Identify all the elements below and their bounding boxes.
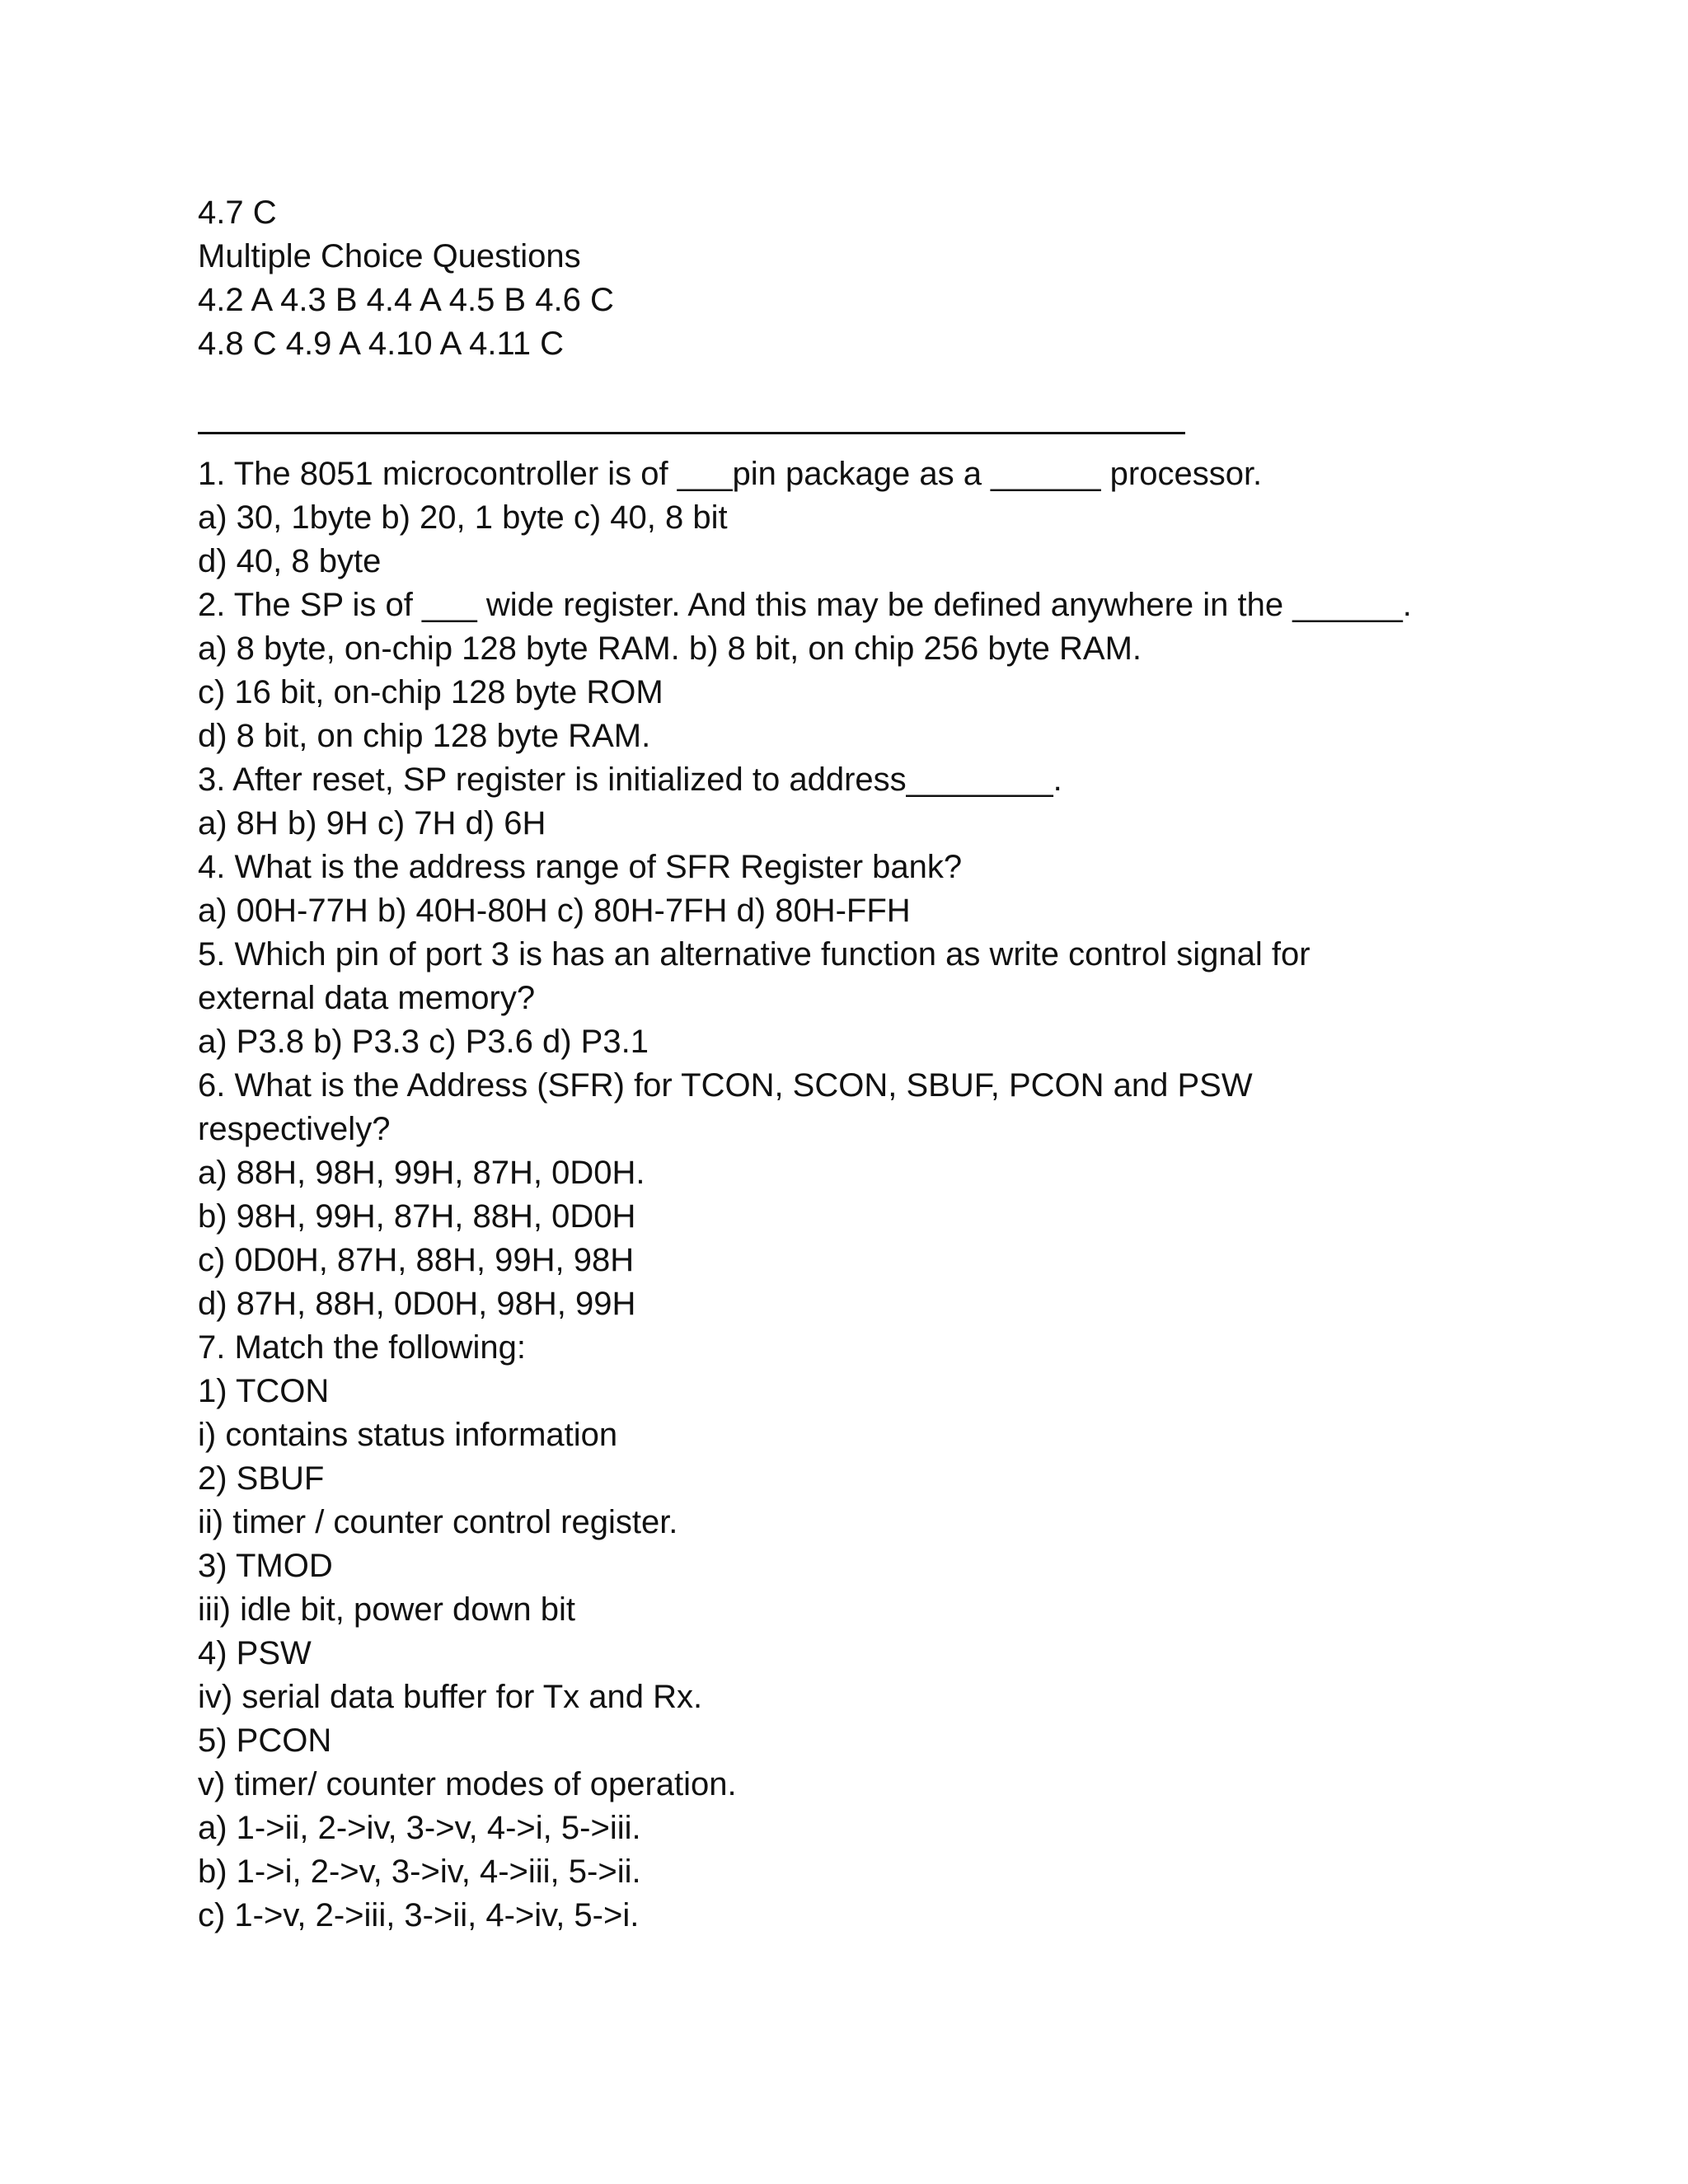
answer-key-line: 4.8 C 4.9 A 4.10 A 4.11 C bbox=[198, 326, 565, 362]
question-text-line: 6. What is the Address (SFR) for TCON, SCON, SBUF, PCON and PSW bbox=[198, 1067, 1253, 1104]
question-text-line: d) 40, 8 byte bbox=[198, 543, 382, 579]
question-text-line: respectively? bbox=[198, 1111, 391, 1147]
answer-key-section bbox=[198, 191, 1484, 366]
question-text-line: c) 0D0H, 87H, 88H, 99H, 98H bbox=[198, 1242, 635, 1278]
answer-key-line: 4.7 C bbox=[198, 194, 277, 231]
separator bbox=[198, 366, 1484, 452]
question-text-line: iv) serial data buffer for Tx and Rx. bbox=[198, 1679, 703, 1715]
question-text-line: b) 98H, 99H, 87H, 88H, 0D0H bbox=[198, 1198, 636, 1235]
question-text-line: ii) timer / counter control register. bbox=[198, 1504, 678, 1540]
question-text-line: 2) SBUF bbox=[198, 1460, 325, 1497]
question-text-line: 1) TCON bbox=[198, 1373, 330, 1409]
question-text-line: 2. The SP is of ___ wide register. And this may be defined anywhere in the ______. bbox=[198, 587, 1412, 623]
answer-key-line: 4.2 A 4.3 B 4.4 A 4.5 B 4.6 C bbox=[198, 282, 614, 318]
questions-section bbox=[198, 452, 1484, 1938]
question-text-line: i) contains status information bbox=[198, 1417, 618, 1453]
question-text-line: c) 16 bit, on-chip 128 byte ROM bbox=[198, 674, 663, 710]
question-text-line: 4. What is the address range of SFR Register bank? bbox=[198, 849, 963, 885]
horizontal-rule bbox=[198, 432, 1185, 434]
question-text-line: a) P3.8 b) P3.3 c) P3.6 d) P3.1 bbox=[198, 1024, 649, 1060]
question-text-line: 3. After reset, SP register is initialized to address________. bbox=[198, 762, 1062, 798]
page-content bbox=[198, 191, 1484, 1938]
question-text-line: a) 8 byte, on-chip 128 byte RAM. b) 8 bit, on chip 256 byte RAM. bbox=[198, 630, 1142, 667]
question-text-line: v) timer/ counter modes of operation. bbox=[198, 1766, 737, 1802]
question-text-line: a) 30, 1byte b) 20, 1 byte c) 40, 8 bit bbox=[198, 499, 728, 536]
question-text-line: 5. Which pin of port 3 is has an alternative function as write control signal for bbox=[198, 936, 1311, 972]
question-text-line: 1. The 8051 microcontroller is of ___pin package as a ______ processor. bbox=[198, 456, 1263, 492]
question-text-line: a) 00H-77H b) 40H-80H c) 80H-7FH d) 80H-FFH bbox=[198, 893, 911, 929]
question-text-line: 4) PSW bbox=[198, 1635, 312, 1671]
question-text-line: 5) PCON bbox=[198, 1722, 332, 1759]
question-text-line: d) 8 bit, on chip 128 byte RAM. bbox=[198, 718, 651, 754]
question-text-line: d) 87H, 88H, 0D0H, 98H, 99H bbox=[198, 1286, 636, 1322]
question-text-line: 3) TMOD bbox=[198, 1548, 333, 1584]
question-text-line: 7. Match the following: bbox=[198, 1329, 526, 1366]
question-text-line: external data memory? bbox=[198, 980, 536, 1016]
question-text-line: a) 88H, 98H, 99H, 87H, 0D0H. bbox=[198, 1155, 645, 1191]
question-text-line: c) 1->v, 2->iii, 3->ii, 4->iv, 5->i. bbox=[198, 1897, 640, 1933]
answer-key-line: Multiple Choice Questions bbox=[198, 238, 581, 274]
question-text-line: iii) idle bit, power down bit bbox=[198, 1591, 575, 1628]
question-text-line: b) 1->i, 2->v, 3->iv, 4->iii, 5->ii. bbox=[198, 1854, 641, 1890]
question-text-line: a) 8H b) 9H c) 7H d) 6H bbox=[198, 805, 546, 841]
question-text-line: a) 1->ii, 2->iv, 3->v, 4->i, 5->iii. bbox=[198, 1810, 641, 1846]
